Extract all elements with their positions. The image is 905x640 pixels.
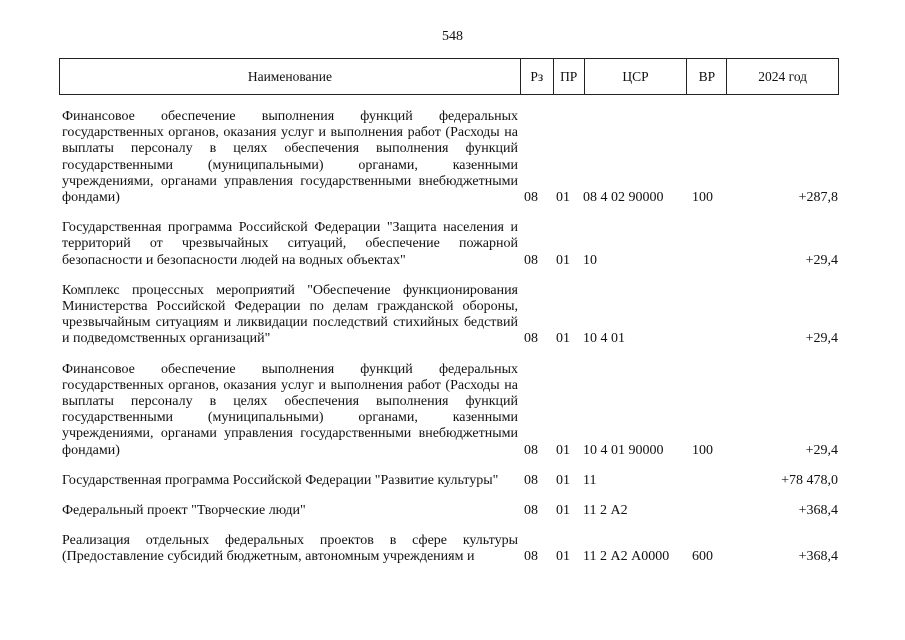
- row-name: Государственная программа Российской Федерации "Развитие культуры": [62, 472, 499, 488]
- row-pr: 01: [556, 190, 570, 206]
- header-name: Наименование: [60, 59, 521, 94]
- table-row: [0, 220, 905, 269]
- table-row: [0, 503, 905, 519]
- row-pr: 01: [556, 503, 570, 519]
- row-name: Федеральный проект "Творческие люди": [62, 503, 306, 519]
- row-csr: 10: [583, 252, 597, 268]
- table-row: [0, 533, 905, 565]
- row-amount: +29,4: [805, 252, 838, 268]
- header-year: 2024 год: [758, 68, 808, 84]
- table-body: [0, 109, 905, 566]
- row-csr: 08 4 02 90000: [583, 190, 664, 206]
- row-name: Финансовое обеспечение выполнения функций федеральных государственных органов, оказания услуг и выполнения работ (Расходы на выплаты персоналу в целях обеспечения выполнения функций государственными (муниципальными) органами, казенными учреждениями, органами управления государственными внебюджетными фондами): [62, 109, 518, 206]
- table-row: [0, 109, 905, 206]
- row-name: Реализация отдельных федеральных проектов в сфере культуры (Предоставление субсидий бюджетным, автономным учреждениям и: [62, 533, 518, 565]
- row-csr: 10 4 01 90000: [583, 442, 664, 458]
- row-rz: 08: [524, 549, 538, 565]
- row-csr: 11 2 А2: [583, 503, 628, 519]
- table-row: [0, 473, 905, 489]
- row-vr: 600: [692, 549, 713, 565]
- header-csr: ЦСР: [585, 59, 688, 94]
- header-vr: ВР: [687, 59, 727, 94]
- row-pr: 01: [556, 472, 570, 488]
- row-amount: +368,4: [798, 503, 838, 519]
- row-vr: 100: [692, 442, 713, 458]
- row-amount: +29,4: [805, 331, 838, 347]
- row-amount: +29,4: [805, 442, 838, 458]
- row-pr: 01: [556, 549, 570, 565]
- page-number: 548: [442, 29, 463, 44]
- table-row: [0, 283, 905, 348]
- row-name: Комплекс процессных мероприятий "Обеспечение функционирования Министерства Российской Федерации по делам гражданской обороны, чрезвычайным ситуациям и ликвидации последствий стихийных бедствий и подведомственных организаций": [62, 282, 518, 347]
- header-pr: ПР: [554, 59, 585, 94]
- header-rz: Рз: [521, 59, 554, 94]
- row-amount: +78 478,0: [781, 472, 838, 488]
- row-rz: 08: [524, 503, 538, 519]
- row-rz: 08: [524, 331, 538, 347]
- row-rz: 08: [524, 442, 538, 458]
- row-csr: 11: [583, 472, 597, 488]
- row-csr: 10 4 01: [583, 331, 625, 347]
- row-amount: +287,8: [798, 190, 838, 206]
- table-row: [0, 362, 905, 459]
- row-csr: 11 2 А2 А0000: [583, 549, 670, 565]
- row-rz: 08: [524, 190, 538, 206]
- row-amount: +368,4: [798, 549, 838, 565]
- row-rz: 08: [524, 472, 538, 488]
- row-pr: 01: [556, 252, 570, 268]
- row-pr: 01: [556, 442, 570, 458]
- row-name: Государственная программа Российской Федерации "Защита населения и территорий от чрезвычайных ситуаций, обеспечение пожарной безопасности и безопасности людей на водных объектах": [62, 220, 518, 268]
- row-name: Финансовое обеспечение выполнения функций федеральных государственных органов, оказания услуг и выполнения работ (Расходы на выплаты персоналу в целях обеспечения выполнения функций государственными (муниципальными) органами, казенными учреждениями, органами управления государственными внебюджетными фондами): [62, 361, 518, 458]
- row-pr: 01: [556, 331, 570, 347]
- row-vr: 100: [692, 190, 713, 206]
- table-header: [59, 58, 839, 95]
- row-rz: 08: [524, 252, 538, 268]
